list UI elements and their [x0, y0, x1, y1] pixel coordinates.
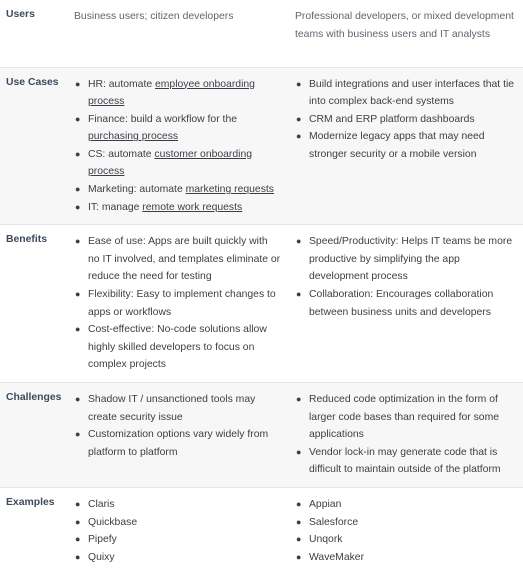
table-row-benefits: [0, 225, 523, 383]
bullet-icon: ●: [75, 184, 81, 195]
bullet-icon: ●: [296, 498, 302, 509]
list-item: ● Reduced code optimization in the form of larger code bases than required for some applications: [295, 391, 517, 444]
list-item: ● WaveMaker: [295, 549, 517, 567]
row-label-challenges: Challenges: [6, 392, 62, 403]
list-item: ● Quickbase: [74, 514, 281, 532]
list-item: ● Pipefy: [74, 531, 281, 549]
link-remote-work-requests[interactable]: remote work requests: [142, 201, 243, 213]
list-item: ● Claris: [74, 496, 281, 514]
bullet-icon: ●: [296, 551, 302, 562]
benefits-list-2: [295, 233, 517, 321]
list-item: ● Build integrations and user interfaces that tie into complex back-end systems: [295, 76, 517, 111]
list-item: ● Salesforce: [295, 514, 517, 532]
bullet-icon: ●: [296, 289, 302, 300]
link-customer-onboarding[interactable]: customer onboarding process: [88, 148, 253, 178]
bullet-icon: ●: [75, 429, 81, 440]
bullet-icon: ●: [75, 394, 81, 404]
list-item: ● Ease of use: Apps are built quickly with no IT involved, and templates eliminate or reduce the need for testing: [74, 233, 281, 286]
list-item: ● Unqork: [295, 531, 517, 549]
bullet-icon: ●: [296, 236, 302, 247]
examples-col2: [287, 487, 523, 574]
use-cases-list-1: [74, 76, 281, 217]
bullet-icon: ●: [75, 324, 81, 335]
bullet-icon: ●: [75, 498, 81, 509]
list-item: ● Speed/Productivity: Helps IT teams be more productive by simplifying the app development process: [295, 233, 517, 286]
bullet-icon: ●: [296, 113, 302, 124]
users-low-code-text: Business users; citizen developers: [74, 11, 234, 22]
table-row-challenges: [0, 383, 523, 488]
list-item: ● Marketing: automate marketing requests: [74, 181, 281, 199]
benefits-col1: [66, 225, 287, 383]
challenges-list-1: [74, 391, 281, 461]
challenges-list-2: [295, 391, 517, 479]
link-employee-onboarding[interactable]: employee onboarding process: [88, 78, 255, 108]
examples-col1: [66, 487, 287, 574]
row-label-benefits: Benefits: [6, 234, 47, 246]
bullet-icon: ●: [75, 534, 81, 545]
bullet-icon: ●: [296, 394, 302, 404]
bullet-icon: ●: [75, 516, 81, 527]
bullet-icon: ●: [75, 148, 81, 159]
list-item: ● Customization options vary widely from platform to platform: [74, 426, 281, 461]
list-item: ● IT: manage remote work requests: [74, 199, 281, 217]
bullet-icon: ●: [75, 113, 81, 124]
row-label-users: Users: [6, 9, 35, 20]
link-marketing-requests[interactable]: marketing requests: [185, 184, 274, 196]
list-item: ● CRM and ERP platform dashboards: [295, 111, 517, 129]
list-item: ● Vendor lock-in may generate code that is difficult to maintain outside of the platform: [295, 444, 517, 479]
users-pro-code-text: Professional developers, or mixed development teams with business users and IT analysts: [295, 11, 514, 40]
bullet-icon: ●: [75, 78, 81, 89]
bullet-icon: ●: [296, 516, 302, 527]
table-row-users: [0, 0, 523, 67]
use-cases-col2: [287, 67, 523, 225]
list-item: ● CS: automate customer onboarding process: [74, 146, 281, 181]
examples-list-1: [74, 496, 281, 566]
bullet-icon: ●: [75, 551, 81, 562]
bullet-icon: ●: [296, 446, 302, 457]
bullet-icon: ●: [296, 534, 302, 545]
list-item: ● Modernize legacy apps that may need stronger security or a mobile version: [295, 128, 517, 163]
use-cases-list-2: [295, 76, 517, 164]
list-item: ● Appian: [295, 496, 517, 514]
bullet-icon: ●: [296, 131, 302, 142]
list-item: ● Flexibility: Easy to implement changes to apps or workflows: [74, 286, 281, 321]
link-purchasing-process[interactable]: purchasing process: [88, 131, 179, 143]
row-label-examples: Examples: [6, 496, 55, 508]
list-item: ● HR: automate employee onboarding process: [74, 76, 281, 111]
bullet-icon: ●: [296, 78, 302, 89]
list-item: ● Finance: build a workflow for the purchasing process: [74, 111, 281, 146]
table-row-examples: [0, 487, 523, 574]
list-item: ● Cost-effective: No-code solutions allow highly skilled developers to focus on complex projects: [74, 321, 281, 374]
row-label-use-cases: Use Cases: [6, 76, 59, 88]
examples-list-2: [295, 496, 517, 566]
bullet-icon: ●: [75, 201, 81, 212]
bullet-icon: ●: [75, 236, 81, 247]
bullet-icon: ●: [75, 289, 81, 300]
benefits-col2: [287, 225, 523, 383]
benefits-list-1: [74, 233, 281, 374]
list-item: ● Shadow IT / unsanctioned tools may create security issue: [74, 391, 281, 426]
use-cases-col1: [66, 67, 287, 225]
challenges-col2: [287, 383, 523, 488]
list-item: ● Quixy: [74, 549, 281, 567]
list-item: ● Collaboration: Encourages collaboration between business units and developers: [295, 286, 517, 321]
challenges-col1: [66, 383, 287, 488]
table-row-use-cases: [0, 67, 523, 225]
